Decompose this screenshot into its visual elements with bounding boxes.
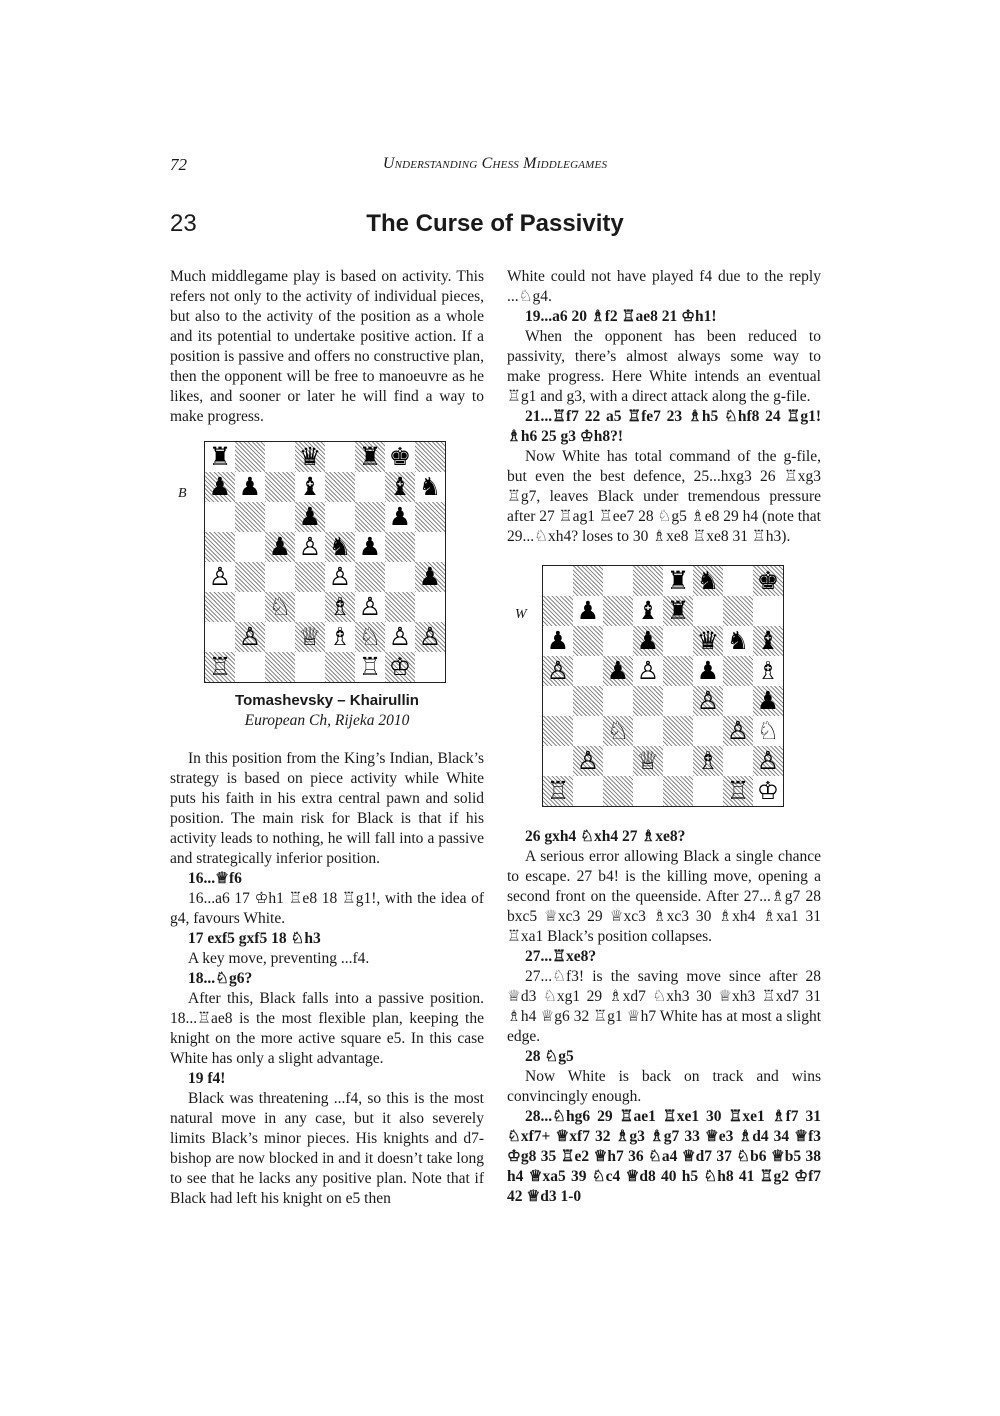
square-d4 (633, 686, 663, 716)
square-c8 (603, 566, 633, 596)
square-g2 (385, 622, 415, 652)
square-e1 (325, 652, 355, 682)
square-e3 (663, 716, 693, 746)
chess-piece-icon: ♙ (298, 532, 322, 561)
chess-piece-icon: ♙ (546, 656, 570, 685)
square-h8 (415, 442, 445, 472)
chess-piece-icon: ♝ (298, 472, 322, 501)
square-b1 (573, 776, 603, 806)
square-h2 (415, 622, 445, 652)
square-f3 (355, 592, 385, 622)
chess-piece-icon: ♙ (636, 656, 660, 685)
paragraph: A serious error allowing Black a single chance to escape. 27 b4! is the killing move, opening a second front on the queenside. After 27...♗g7 28 bxc5 ♕xc3 29 ♕xc3 ♗xc3 30 ♗xh4 ♗xa1 31 ♖xa1 Black’s position collapses. (507, 848, 821, 945)
square-h6 (753, 626, 783, 656)
square-b5 (235, 532, 265, 562)
chess-piece-icon: ♞ (418, 472, 442, 501)
square-e4 (325, 562, 355, 592)
square-h7 (753, 596, 783, 626)
chess-piece-icon: ♟ (606, 656, 630, 685)
square-g8 (385, 442, 415, 472)
square-g7 (385, 472, 415, 502)
chess-piece-icon: ♞ (328, 532, 352, 561)
square-a7 (543, 596, 573, 626)
chess-piece-icon: ♖ (546, 776, 570, 805)
chess-piece-icon: ♙ (576, 746, 600, 775)
square-f7 (693, 596, 723, 626)
chess-piece-icon: ♝ (388, 472, 412, 501)
square-c2 (265, 622, 295, 652)
square-h5 (415, 532, 445, 562)
paragraph: Now White has total command of the g-file, but even the best defence, 25...hxg3 26 ♖xg3 ♖g7, leaves Black under tremendous pressure after 27 ♖ag1 ♖ee7 28 ♘g5 ♗e8 29 h4 (note that 29...♘xh4? loses to 30 ♗xe8 ♖xe8 31 ♖h3). (507, 448, 821, 545)
square-d6 (633, 626, 663, 656)
chess-piece-icon: ♞ (726, 626, 750, 655)
square-c1 (265, 652, 295, 682)
square-h3 (753, 716, 783, 746)
square-f4 (355, 562, 385, 592)
move-line: 16...♕f6 (188, 870, 242, 887)
square-b6 (235, 502, 265, 532)
chess-piece-icon: ♖ (208, 652, 232, 681)
square-e7 (325, 472, 355, 502)
chess-piece-icon: ♕ (636, 746, 660, 775)
square-a6 (543, 626, 573, 656)
square-c8 (265, 442, 295, 472)
square-d5 (295, 532, 325, 562)
paragraph: 16...a6 17 ♔h1 ♖e8 18 ♖g1!, with the idea of g4, favours White. (170, 890, 484, 927)
square-c3 (265, 592, 295, 622)
diagram-event: European Ch, Rijeka 2010 (244, 712, 410, 729)
square-g8 (723, 566, 753, 596)
square-a2 (543, 746, 573, 776)
move-line: 27...♖xe8? (525, 948, 597, 965)
square-h6 (415, 502, 445, 532)
square-f3 (693, 716, 723, 746)
square-a5 (205, 532, 235, 562)
running-title: Understanding Chess Middlegames (382, 155, 608, 172)
move-line: 28...♘hg6 29 ♖ae1 ♖xe1 30 ♖xe1 ♗f7 31 ♘xf7+ ♕xf7 32 ♗g3 ♗g7 33 ♕e3 ♗d4 34 ♕f3 ♔g8 35 ♖e2 ♕h7 36 ♘a4 ♕d7 37 ♘b6 ♕b5 38 h4 ♕xa5 39 ♘c4 ♕d8 40 h5 ♘h8 41 ♖g2 ♔f7 42 ♕d3 1-0 (507, 1108, 821, 1205)
chess-piece-icon: ♜ (666, 596, 690, 625)
chess-piece-icon: ♟ (696, 656, 720, 685)
square-a2 (205, 622, 235, 652)
square-b6 (573, 626, 603, 656)
paragraph: After this, Black falls into a passive position. 18...♖ae8 is the most flexible plan, keeping the knight on the more active square e5. In this case White has only a slight advantage. (170, 990, 484, 1067)
square-e8 (325, 442, 355, 472)
square-f6 (355, 502, 385, 532)
paragraph: Black was threatening ...f4, so this is the most natural move in any case, but it also severely limits Black’s minor pieces. His knights and d7-bishop are now blocked in and it doesn’t take long to see that he lacks any positive plan. Note that if Black had left his knight on e5 then (170, 1090, 484, 1207)
chapter-number: 23 (170, 210, 197, 237)
square-d5 (633, 656, 663, 686)
square-a8 (543, 566, 573, 596)
square-c4 (265, 562, 295, 592)
chess-piece-icon: ♟ (268, 532, 292, 561)
square-f1 (693, 776, 723, 806)
square-e6 (663, 626, 693, 656)
chess-piece-icon: ♜ (358, 442, 382, 471)
chess-piece-icon: ♟ (418, 562, 442, 591)
square-h2 (753, 746, 783, 776)
square-f4 (693, 686, 723, 716)
chess-piece-icon: ♝ (756, 626, 780, 655)
chess-piece-icon: ♗ (756, 656, 780, 685)
square-d8 (633, 566, 663, 596)
square-f2 (693, 746, 723, 776)
chess-piece-icon: ♚ (756, 566, 780, 595)
square-b2 (573, 746, 603, 776)
square-d1 (295, 652, 325, 682)
square-e7 (663, 596, 693, 626)
chess-piece-icon: ♟ (756, 686, 780, 715)
square-c7 (265, 472, 295, 502)
square-b3 (235, 592, 265, 622)
chess-piece-icon: ♙ (208, 562, 232, 591)
chess-piece-icon: ♙ (696, 686, 720, 715)
square-g4 (723, 686, 753, 716)
move-line: 21...♖f7 22 a5 ♖fe7 23 ♗h5 ♘hf8 24 ♖g1! ♗h6 25 g3 ♔h8?! (507, 408, 821, 445)
square-b8 (573, 566, 603, 596)
chess-piece-icon: ♕ (298, 622, 322, 651)
paragraph: 27...♘f3! is the saving move since after 28 ♕d3 ♘xg1 29 ♗xd7 ♘xh3 30 ♕xh3 ♖xd7 31 ♗h4 ♕g6 32 ♖g1 ♕h7 White has at most a slight edge. (507, 968, 821, 1045)
square-c5 (265, 532, 295, 562)
square-b3 (573, 716, 603, 746)
diagram-players: Tomashevsky – Khairullin (235, 692, 419, 709)
chess-piece-icon: ♝ (636, 596, 660, 625)
square-e4 (663, 686, 693, 716)
chess-piece-icon: ♜ (208, 442, 232, 471)
chessboard (542, 565, 784, 807)
square-e6 (325, 502, 355, 532)
square-h5 (753, 656, 783, 686)
chess-piece-icon: ♔ (388, 652, 412, 681)
diagram-2 (507, 565, 821, 809)
move-line: 18...♘g6? (188, 970, 253, 987)
square-e5 (663, 656, 693, 686)
diagram-1 (170, 441, 484, 691)
chess-piece-icon: ♘ (756, 716, 780, 745)
square-d7 (295, 472, 325, 502)
chess-piece-icon: ♙ (238, 622, 262, 651)
square-d6 (295, 502, 325, 532)
square-c4 (603, 686, 633, 716)
square-h1 (415, 652, 445, 682)
move-line: 28 ♘g5 (525, 1048, 574, 1065)
chess-piece-icon: ♟ (546, 626, 570, 655)
square-f8 (693, 566, 723, 596)
square-c6 (265, 502, 295, 532)
square-a8 (205, 442, 235, 472)
square-b7 (573, 596, 603, 626)
square-e8 (663, 566, 693, 596)
chess-piece-icon: ♙ (388, 622, 412, 651)
square-g3 (723, 716, 753, 746)
chess-piece-icon: ♙ (418, 622, 442, 651)
move-line: 19...a6 20 ♗f2 ♖ae8 21 ♔h1! (525, 308, 717, 325)
paragraph: White could not have played f4 due to the reply ...♘g4. (507, 268, 821, 305)
square-g1 (385, 652, 415, 682)
square-c6 (603, 626, 633, 656)
square-b8 (235, 442, 265, 472)
square-a7 (205, 472, 235, 502)
chess-piece-icon: ♙ (726, 716, 750, 745)
chapter-title: The Curse of Passivity (366, 210, 624, 237)
chess-piece-icon: ♚ (388, 442, 412, 471)
square-b7 (235, 472, 265, 502)
chess-piece-icon: ♗ (328, 622, 352, 651)
paragraph: In this position from the King’s Indian, Black’s strategy is based on piece activity while White puts his faith in his extra central pawn and solid position. The main risk for Black is that if his activity leads to nothing, he will fall into a passive and strategically inferior position. (170, 750, 484, 867)
chess-piece-icon: ♗ (328, 592, 352, 621)
chess-piece-icon: ♗ (696, 746, 720, 775)
square-d2 (633, 746, 663, 776)
paragraph: When the opponent has been reduced to passivity, there’s almost always some way to make progress. Here White intends an eventual ♖g1 and g3, with a direct attack along the g-file. (507, 328, 821, 405)
square-f7 (355, 472, 385, 502)
left-column (170, 267, 484, 1209)
square-g4 (385, 562, 415, 592)
square-b4 (573, 686, 603, 716)
chess-piece-icon: ♟ (636, 626, 660, 655)
square-g7 (723, 596, 753, 626)
square-a3 (543, 716, 573, 746)
square-f8 (355, 442, 385, 472)
chess-piece-icon: ♟ (208, 472, 232, 501)
square-a1 (205, 652, 235, 682)
square-g5 (385, 532, 415, 562)
chess-piece-icon: ♟ (576, 596, 600, 625)
square-f6 (693, 626, 723, 656)
square-d4 (295, 562, 325, 592)
move-line: 26 gxh4 ♘xh4 27 ♗xe8? (525, 828, 686, 845)
square-a6 (205, 502, 235, 532)
square-c7 (603, 596, 633, 626)
square-d1 (633, 776, 663, 806)
square-c5 (603, 656, 633, 686)
chess-piece-icon: ♟ (388, 502, 412, 531)
square-a4 (205, 562, 235, 592)
paragraph: Now White is back on track and wins convincingly enough. (507, 1068, 821, 1105)
chess-piece-icon: ♙ (358, 592, 382, 621)
square-b5 (573, 656, 603, 686)
move-line: 19 f4! (188, 1070, 226, 1087)
square-a1 (543, 776, 573, 806)
side-to-move-label: W (515, 607, 527, 622)
chess-piece-icon: ♟ (358, 532, 382, 561)
square-b2 (235, 622, 265, 652)
chess-piece-icon: ♛ (298, 442, 322, 471)
square-g3 (385, 592, 415, 622)
paragraph: A key move, preventing ...f4. (188, 950, 370, 967)
square-e3 (325, 592, 355, 622)
chess-piece-icon: ♜ (666, 566, 690, 595)
move-line: 17 exf5 gxf5 18 ♘h3 (188, 930, 321, 947)
page-number: 72 (170, 155, 187, 174)
square-h7 (415, 472, 445, 502)
side-to-move-label: B (178, 486, 187, 501)
square-h4 (415, 562, 445, 592)
chessboard (204, 441, 446, 683)
square-c1 (603, 776, 633, 806)
square-b1 (235, 652, 265, 682)
square-h4 (753, 686, 783, 716)
square-g5 (723, 656, 753, 686)
square-f1 (355, 652, 385, 682)
intro-paragraph: Much middlegame play is based on activity. This refers not only to the activity of individual pieces, but also to the activity of the position as a whole and its potential to undertake positive action. If a position is passive and offers no constructive plan, then the opponent will be free to manoeuvre as he likes, and sooner or later he will find a way to make progress. (170, 268, 484, 425)
square-a4 (543, 686, 573, 716)
square-c2 (603, 746, 633, 776)
chess-piece-icon: ♘ (606, 716, 630, 745)
square-h3 (415, 592, 445, 622)
square-g6 (385, 502, 415, 532)
square-e2 (663, 746, 693, 776)
square-f2 (355, 622, 385, 652)
square-d2 (295, 622, 325, 652)
square-d8 (295, 442, 325, 472)
square-d3 (633, 716, 663, 746)
chess-piece-icon: ♘ (268, 592, 292, 621)
chess-piece-icon: ♔ (756, 776, 780, 805)
square-a3 (205, 592, 235, 622)
chess-piece-icon: ♞ (696, 566, 720, 595)
chess-piece-icon: ♖ (358, 652, 382, 681)
square-h8 (753, 566, 783, 596)
chess-piece-icon: ♛ (696, 626, 720, 655)
square-f5 (355, 532, 385, 562)
chess-piece-icon: ♖ (726, 776, 750, 805)
chess-piece-icon: ♟ (298, 502, 322, 531)
square-e1 (663, 776, 693, 806)
chess-piece-icon: ♙ (328, 562, 352, 591)
square-g2 (723, 746, 753, 776)
square-b4 (235, 562, 265, 592)
square-a5 (543, 656, 573, 686)
square-f5 (693, 656, 723, 686)
square-d3 (295, 592, 325, 622)
square-g1 (723, 776, 753, 806)
square-g6 (723, 626, 753, 656)
square-d7 (633, 596, 663, 626)
square-e5 (325, 532, 355, 562)
chess-piece-icon: ♙ (756, 746, 780, 775)
chess-piece-icon: ♟ (238, 472, 262, 501)
right-column (507, 267, 821, 1207)
square-h1 (753, 776, 783, 806)
square-e2 (325, 622, 355, 652)
chess-piece-icon: ♘ (358, 622, 382, 651)
square-c3 (603, 716, 633, 746)
